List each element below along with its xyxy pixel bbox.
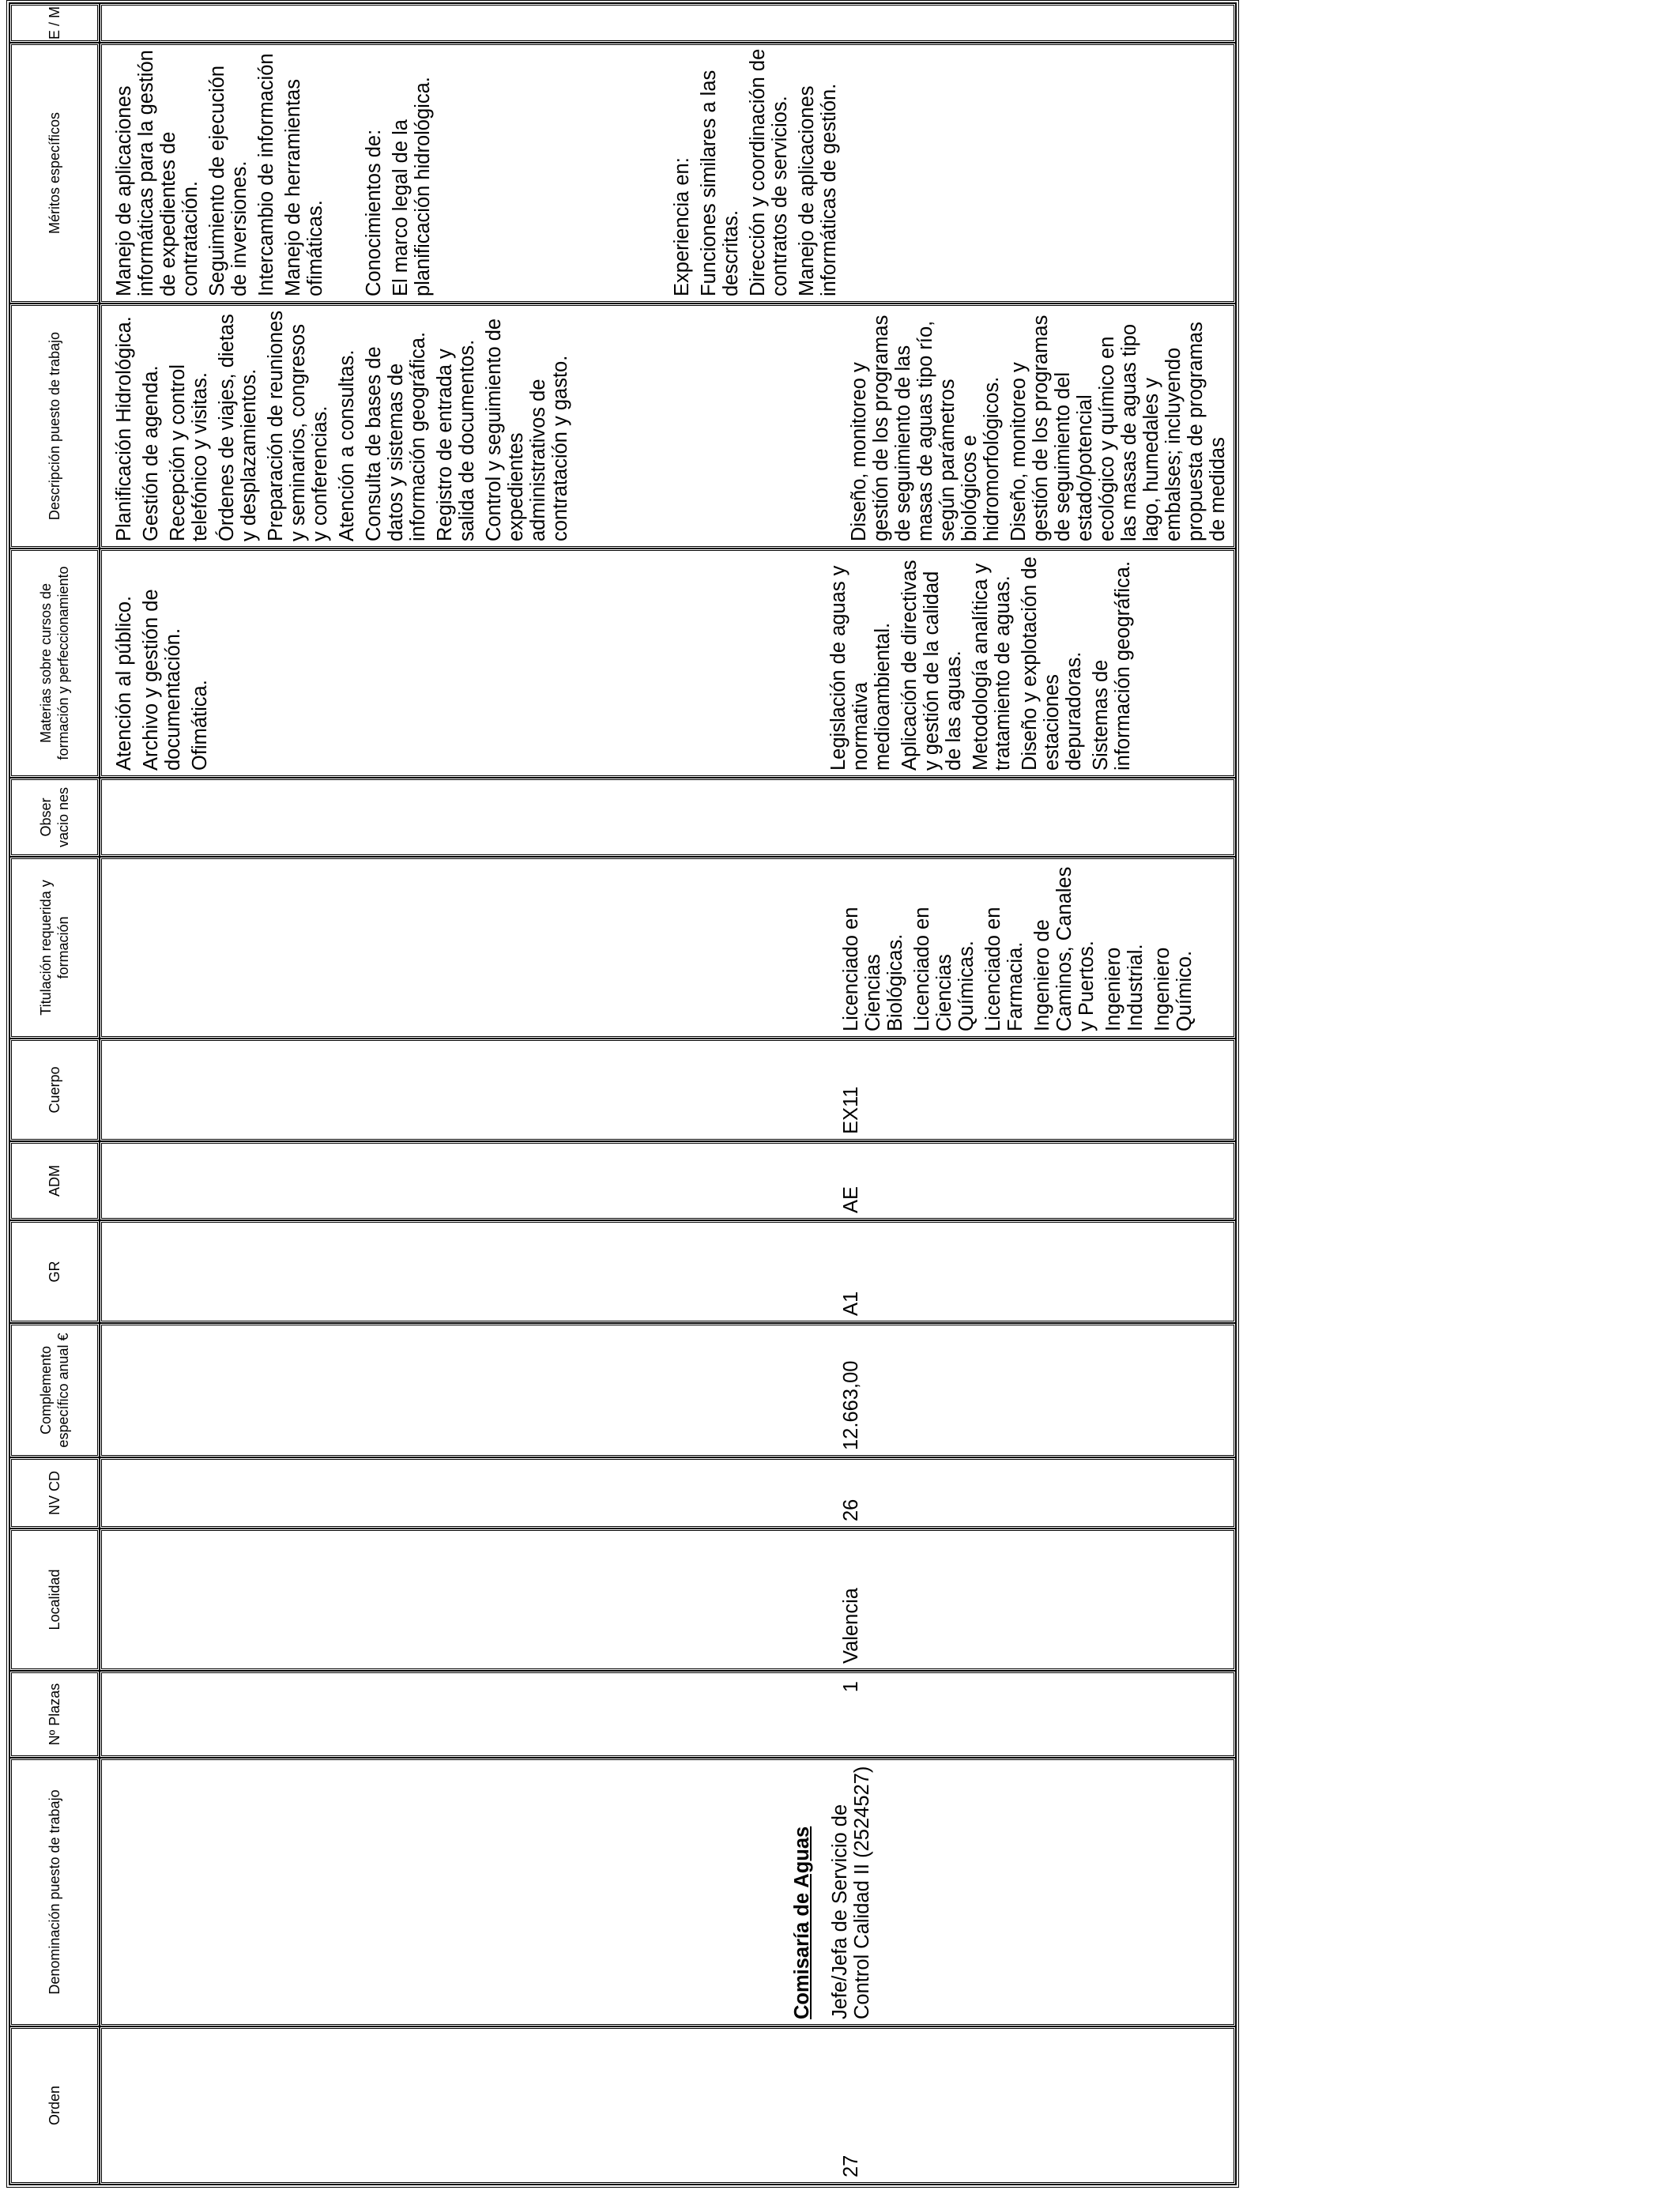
cuerpo-value: EX11 xyxy=(840,1086,862,1134)
orden-value: 27 xyxy=(840,2154,862,2177)
titulacion-item: Licenciado en Ciencias Químicas. xyxy=(911,907,977,1031)
meritos-item: Funciones similares a las descritas. xyxy=(698,70,742,296)
meritos-previous xyxy=(102,45,434,301)
meritos-item: Conocimientos de: xyxy=(363,129,385,296)
grupo-value: A1 xyxy=(840,1291,862,1316)
meritos-item: Manejo de aplicaciones informáticas para la gestión de expedientes de contratación. xyxy=(113,50,202,296)
header-observaciones: Obser vacio nes xyxy=(9,778,100,857)
meritos-item: Intercambio de información xyxy=(255,53,277,296)
descripcion-previous xyxy=(102,306,571,546)
meritos-item: Manejo de aplicaciones informáticas de gestión. xyxy=(796,83,840,296)
cell-orden xyxy=(100,2026,1236,2185)
cell-em xyxy=(100,3,1236,43)
titulacion-item: Ingeniero Químico. xyxy=(1151,947,1196,1031)
job-positions-table xyxy=(6,0,1239,2188)
titulacion-item: Licenciado en Farmacia. xyxy=(982,907,1026,1031)
descripcion-list xyxy=(837,306,1229,546)
cell-cuerpo xyxy=(100,1039,1236,1141)
meritos-list xyxy=(660,45,840,301)
materias-item: Aplicación de directivas y gestión de la calidad de las aguas. xyxy=(898,560,965,771)
titulacion-item: Ingeniero Industrial. xyxy=(1102,944,1147,1031)
meritos-item: Dirección y coordinación de contratos de servicios. xyxy=(747,48,791,296)
cell-complemento xyxy=(100,1323,1236,1457)
descripcion-item: Diseño, monitoreo y gestión de los programas de seguimiento de las masas de aguas tipo río, según parámetros biológicos e hidromorfológicos. xyxy=(848,315,1003,541)
section-title: Comisaría de Aguas xyxy=(791,1826,813,2019)
materias-item: Metodología analítica y tratamiento de aguas. xyxy=(970,563,1014,771)
header-plazas: Nº Plazas xyxy=(9,1671,100,1758)
materias-list xyxy=(816,551,1134,775)
descripcion-item: Consulta de bases de datos y sistemas de información geográfica. xyxy=(363,331,429,541)
materias-previous xyxy=(102,551,211,775)
cell-observaciones xyxy=(100,778,1236,857)
header-titulacion: Titulación requerida y formación xyxy=(9,857,100,1039)
materias-item: Sistemas de información geográfica. xyxy=(1090,560,1134,771)
cell-localidad xyxy=(100,1529,1236,1671)
header-grupo: GR xyxy=(9,1220,100,1323)
header-materias: Materias sobre cursos de formación y perfeccionamiento xyxy=(9,548,100,778)
titulacion-list xyxy=(829,859,1196,1036)
descripcion-item: Planificación Hidrológica. xyxy=(113,316,135,541)
header-meritos: Méritos específicos xyxy=(9,43,100,303)
descripcion-item: Recepción y control telefónico y visitas. xyxy=(167,364,211,541)
header-localidad: Localidad xyxy=(9,1529,100,1671)
descripcion-item: Preparación de reuniones y seminarios, congresos y conferencias. xyxy=(265,310,331,541)
header-nivel: NV CD xyxy=(9,1457,100,1529)
cell-adm xyxy=(100,1141,1236,1220)
header-row xyxy=(9,3,100,2185)
header-cuerpo: Cuerpo xyxy=(9,1039,100,1141)
descripcion-item: Diseño, monitoreo y gestión de los programas de seguimiento del estado/potencial ecológico y químico en las masas de aguas tipo lago, humedales y embalses; incluyendo propuesta de programas de medidas xyxy=(1008,315,1229,541)
cell-meritos xyxy=(100,43,1236,303)
table-row xyxy=(100,3,1236,2185)
cell-titulacion xyxy=(100,857,1236,1039)
meritos-item: Manejo de herramientas ofimáticas. xyxy=(282,79,326,296)
adm-value: AE xyxy=(840,1186,862,1213)
header-orden: Orden xyxy=(9,2026,100,2185)
header-descripcion: Descripción puesto de trabajo xyxy=(9,303,100,548)
header-denominacion: Denominación puesto de trabajo xyxy=(9,1758,100,2026)
cell-grupo xyxy=(100,1220,1236,1323)
plazas-value: 1 xyxy=(840,1681,862,1693)
nivel-value: 26 xyxy=(840,1498,862,1521)
descripcion-item: Registro de entrada y salida de documentos. xyxy=(434,339,478,541)
materias-item: Atención al público. xyxy=(113,595,135,771)
meritos-item: Experiencia en: xyxy=(671,157,693,296)
descripcion-item: Órdenes de viajes, dietas y desplazamientos. xyxy=(216,314,260,541)
descripcion-item: Gestión de agenda. xyxy=(140,365,162,541)
header-em: E / M xyxy=(9,3,100,43)
header-adm: ADM xyxy=(9,1141,100,1220)
meritos-item: Seguimiento de ejecución de inversiones. xyxy=(206,65,250,296)
materias-item: Legislación de aguas y normativa medioambiental. xyxy=(827,565,894,771)
cell-materias xyxy=(100,548,1236,778)
materias-item: Archivo y gestión de documentación. xyxy=(140,589,184,771)
localidad-value: Valencia xyxy=(840,1588,862,1664)
cell-descripcion xyxy=(100,303,1236,548)
cell-plazas xyxy=(100,1671,1236,1758)
titulacion-item: Licenciado en Ciencias Biológicas. xyxy=(840,907,906,1031)
complemento-value: 12.663,00 xyxy=(840,1360,862,1450)
descripcion-item: Atención a consultas. xyxy=(336,349,358,541)
titulacion-item: Ingeniero de Caminos, Canales y Puertos. xyxy=(1031,866,1098,1031)
materias-item: Ofimática. xyxy=(189,680,211,771)
descripcion-item: Control y seguimiento de expedientes administrativos de contratación y gasto. xyxy=(483,318,571,541)
header-complemento: Complemento específico anual € xyxy=(9,1323,100,1457)
meritos-item: El marco legal de la planificación hidrológica. xyxy=(390,77,434,296)
denominacion-value: Jefe/Jefa de Servicio de Control Calidad II (2524527) xyxy=(829,1766,873,2019)
materias-item: Diseño y explotación de estaciones depuradoras. xyxy=(1019,556,1085,771)
cell-nivel xyxy=(100,1457,1236,1529)
cell-denominacion xyxy=(100,1758,1236,2026)
